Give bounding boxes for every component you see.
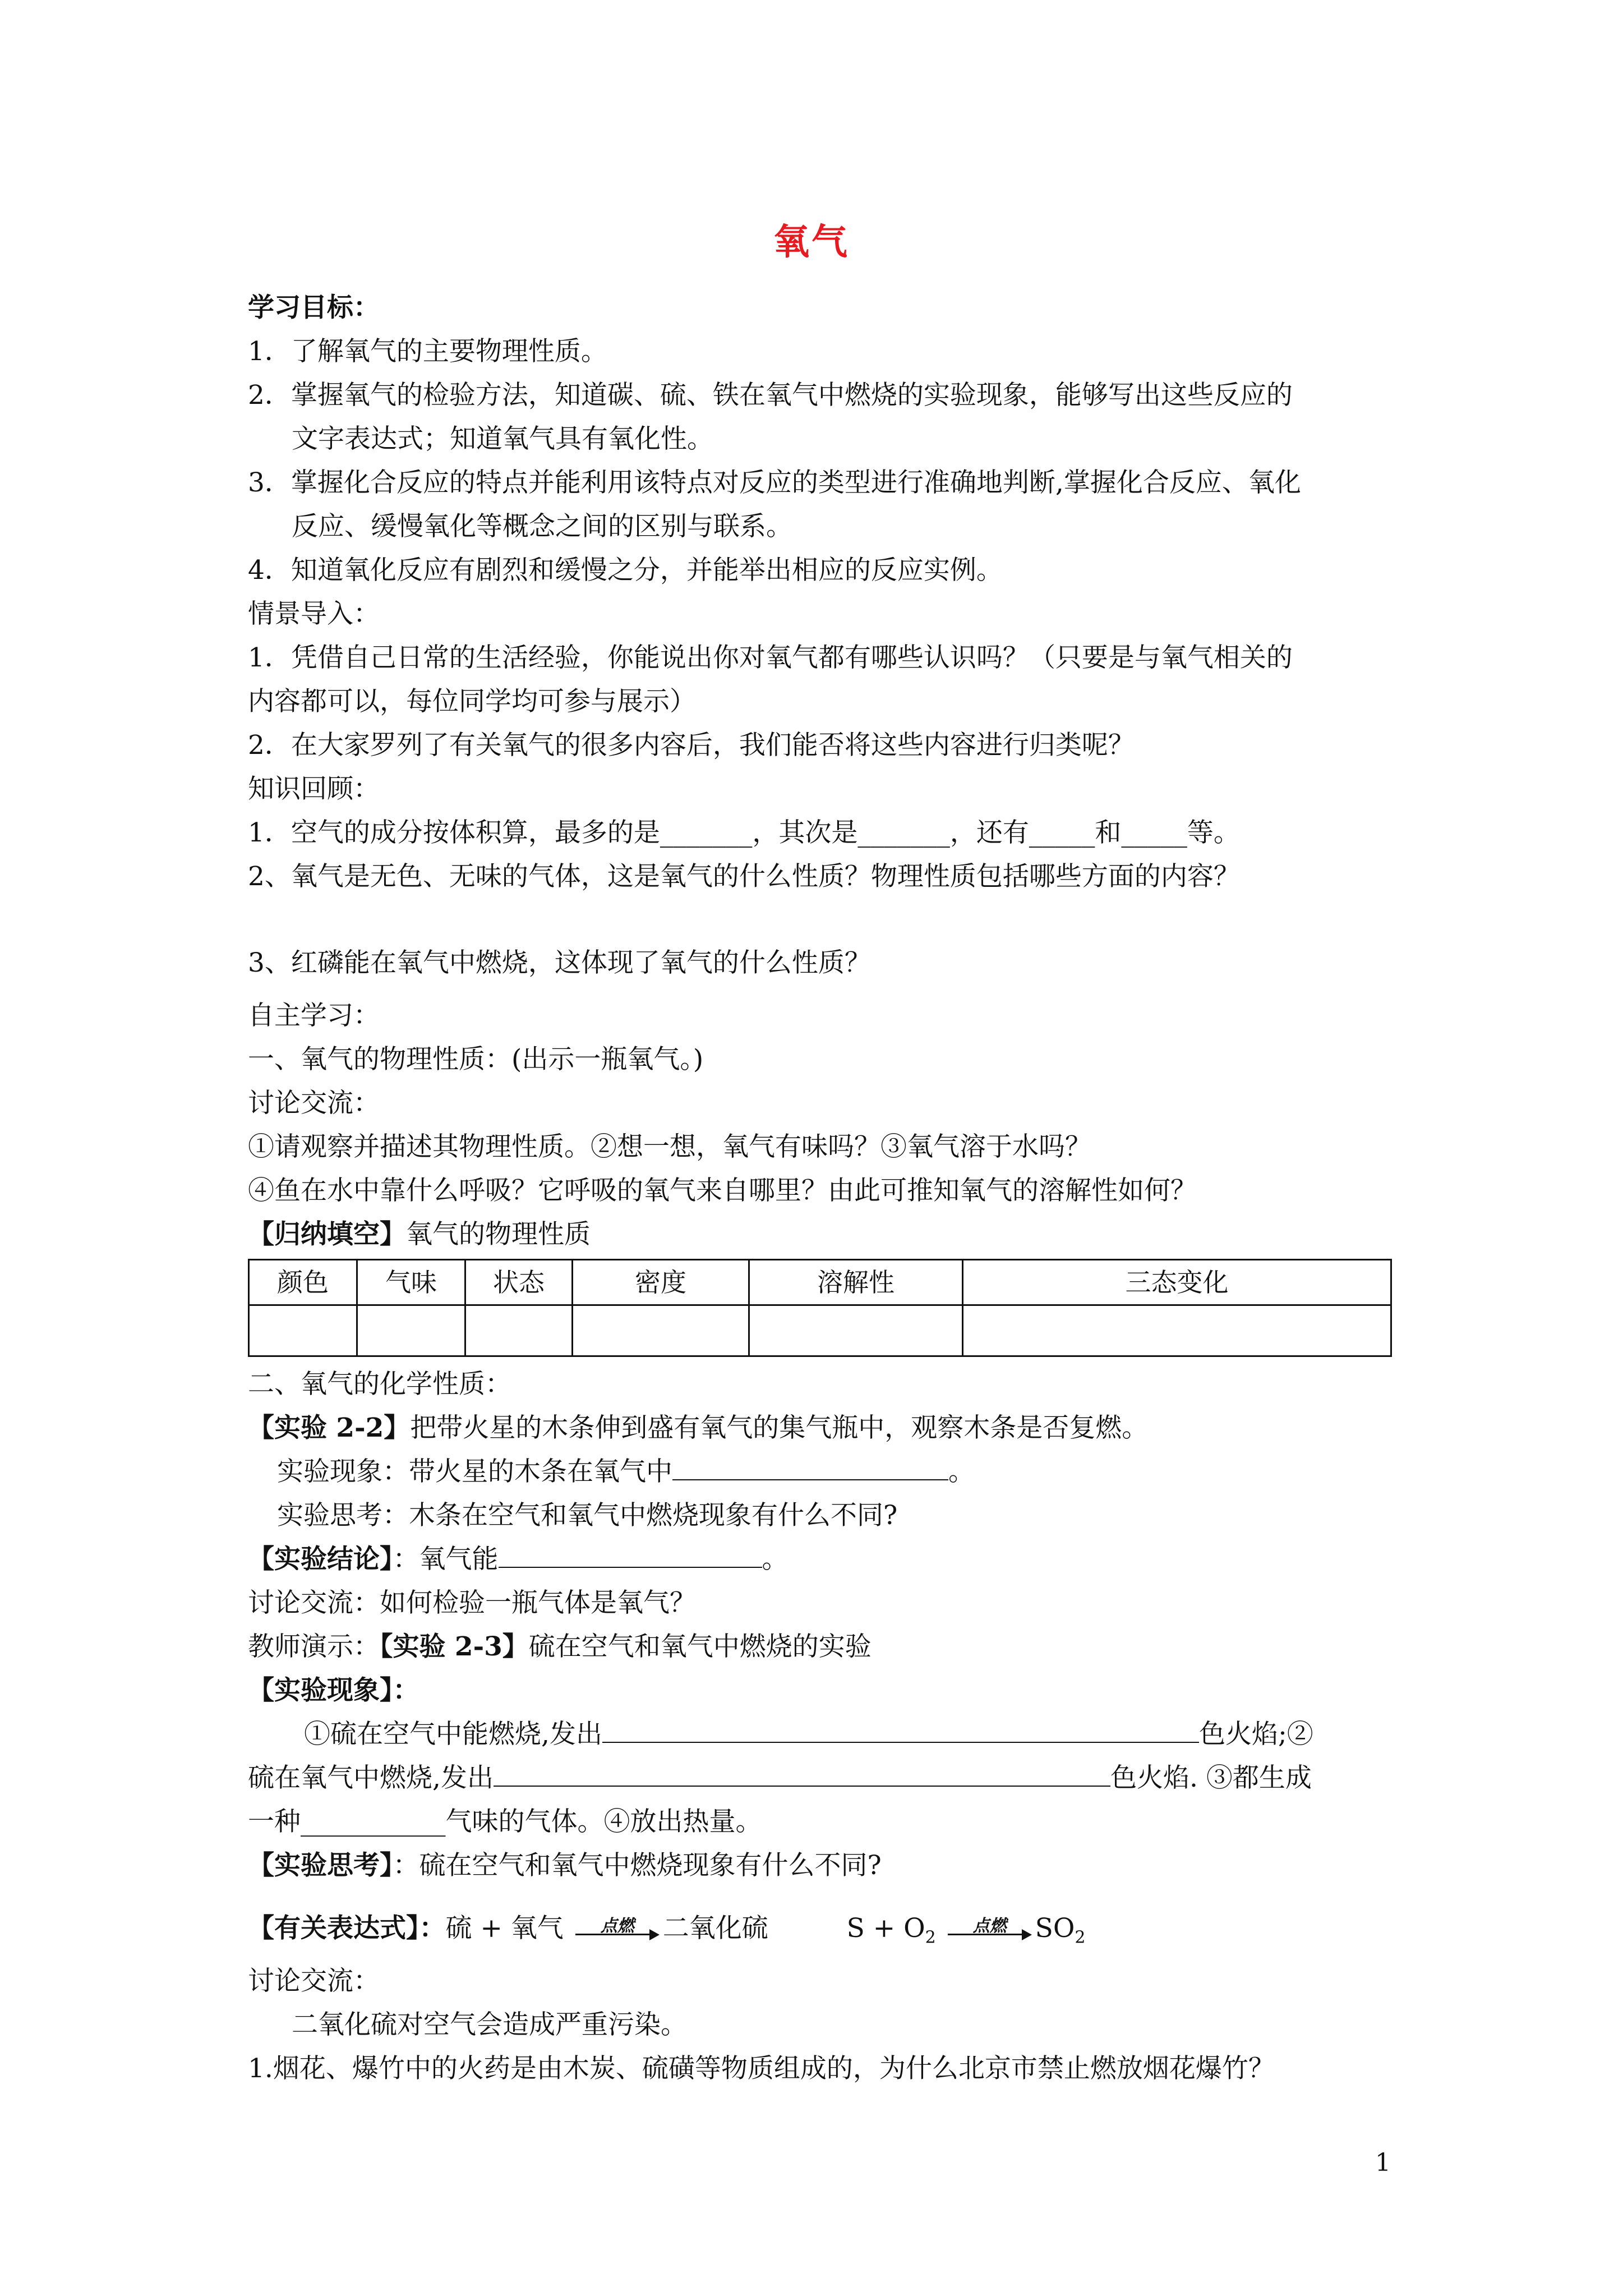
- goal-item-1: 1．了解氧气的主要物理性质。: [248, 336, 607, 367]
- thinking-2-label: 【实验思考】: [248, 1850, 393, 1881]
- symbol-left-sub: 2: [925, 1927, 936, 1948]
- review-question-1: 1．空气的成分按体积算，最多的是_______，其次是_______，还有_____和_____等。: [248, 817, 1240, 848]
- demo-text: 硫在空气和氧气中燃烧的实验: [528, 1631, 872, 1662]
- review-question-2: 2、氧气是无色、无味的气体，这是氧气的什么性质？物理性质包括哪些方面的内容？: [248, 861, 1240, 892]
- table-header-cell: 气味: [357, 1260, 465, 1305]
- reaction-arrow-icon: [575, 1916, 660, 1941]
- thinking-2-text: ：硫在空气和氧气中燃烧现象有什么不同?: [393, 1850, 882, 1881]
- gas-smell-text: 气味的气体。④放出热量。: [445, 1806, 762, 1837]
- experiment-2-2-text: 把带火星的木条伸到盛有氧气的集气瓶中，观察木条是否复燃。: [410, 1412, 1149, 1443]
- conclusion-end: 。: [762, 1544, 789, 1575]
- symbol-left-text: S + O: [846, 1913, 925, 1944]
- demo-label: 【实验 2-3】: [380, 1631, 529, 1662]
- experiment-phenomenon-line: [248, 1450, 1392, 1494]
- word-equation-left: 硫 + 氧气: [445, 1913, 564, 1944]
- sulfur-oxygen-text: 硫在氧气中燃烧,发出: [248, 1763, 494, 1793]
- fireworks-question: 1.烟花、爆竹中的火药是由木炭、硫磺等物质组成的，为什么北京市禁止燃放烟花爆竹？: [248, 2053, 1275, 2085]
- section-chemical-properties: 二、氧气的化学性质：: [248, 1369, 511, 1400]
- phenomenon-colon: ：: [393, 1675, 419, 1706]
- sulfur-air-end: 色火焰;②: [1198, 1719, 1313, 1750]
- summary-label: 【归纳填空】: [248, 1219, 406, 1250]
- table-cell[interactable]: [465, 1305, 573, 1356]
- reaction-arrow-icon: [948, 1916, 1032, 1941]
- experiment-conclusion-line: [248, 1538, 1392, 1581]
- summary-line: [248, 1213, 1392, 1257]
- intro-question-2: 2．在大家罗列了有关氧气的很多内容后，我们能否将这些内容进行归类呢？: [248, 730, 1135, 761]
- self-study-heading: 自主学习：: [248, 1000, 380, 1031]
- table-cell[interactable]: [573, 1305, 749, 1356]
- table-header-cell: 溶解性: [749, 1260, 963, 1305]
- review-heading: 知识回顾：: [248, 774, 380, 804]
- discussion-item-1: ①请观察并描述其物理性质。②想一想，氧气有味吗？③氧气溶于水吗？: [248, 1131, 1091, 1162]
- phenomenon-heading: [248, 1669, 1392, 1713]
- sulfur-air-line: [248, 1713, 1392, 1756]
- goal-item-4: 4．知道氧化反应有剧烈和缓慢之分，并能举出相应的反应实例。: [248, 555, 1003, 586]
- symbol-equation-left: [846, 1913, 936, 1948]
- arrow-condition: 点燃: [600, 1916, 634, 1936]
- expression-colon: ：: [419, 1913, 446, 1944]
- intro-question-1: 1．凭借自己日常的生活经验，你能说出你对氧气都有哪些认识吗？（只要是与氧气相关的: [248, 642, 1293, 673]
- conclusion-label: 【实验结论】: [248, 1544, 393, 1575]
- gas-smell-blank[interactable]: ___________: [301, 1806, 446, 1837]
- goal-item-3-cont: 反应、缓慢氧化等概念之间的区别与联系。: [292, 511, 792, 542]
- experiment-2-2-label: 【实验 2-2】: [248, 1412, 411, 1443]
- goals-heading: 学习目标：: [248, 292, 380, 323]
- summary-text: 氧气的物理性质: [406, 1219, 591, 1250]
- goal-item-2-cont: 文字表达式；知道氧气具有氧化性。: [292, 424, 713, 454]
- sulfur-air-text: ①硫在空气中能燃烧,发出: [304, 1719, 602, 1750]
- table-cell[interactable]: [963, 1305, 1391, 1356]
- table-header-cell: 密度: [573, 1260, 749, 1305]
- discussion-heading-3: 讨论交流：: [248, 1966, 380, 1997]
- sulfur-oxygen-blank[interactable]: [494, 1763, 1110, 1787]
- goal-item-3: 3．掌握化合反应的特点并能利用该特点对反应的类型进行准确地判断,掌握化合反应、氧化: [248, 467, 1301, 498]
- demo-prefix: 教师演示：: [248, 1631, 380, 1662]
- experiment-thinking-2: [248, 1844, 1392, 1888]
- symbol-equation-right: [1035, 1913, 1086, 1948]
- phenomenon-blank[interactable]: [672, 1457, 948, 1480]
- teacher-demo-line: [248, 1625, 1392, 1669]
- gas-smell-line: [248, 1800, 1392, 1844]
- table-header-cell: 状态: [465, 1260, 573, 1305]
- table-cell[interactable]: [749, 1305, 963, 1356]
- table-header-cell: 颜色: [249, 1260, 357, 1305]
- intro-heading: 情景导入：: [248, 599, 380, 629]
- arrow-condition: 点燃: [972, 1916, 1007, 1936]
- intro-question-1-cont: 内容都可以，每位同学均可参与展示）: [248, 686, 696, 717]
- conclusion-text: ：氧气能: [393, 1544, 499, 1575]
- phenomenon-label: 【实验现象】: [248, 1675, 393, 1706]
- symbol-right-sub: 2: [1075, 1927, 1086, 1948]
- experiment-thinking-line: 实验思考：木条在空气和氧气中燃烧现象有什么不同?: [277, 1500, 898, 1531]
- review-question-3: 3、红磷能在氧气中燃烧，这体现了氧气的什么性质？: [248, 947, 871, 978]
- symbol-right-text: SO: [1035, 1913, 1075, 1944]
- word-equation-right: 二氧化硫: [662, 1913, 768, 1944]
- conclusion-blank[interactable]: [499, 1544, 762, 1568]
- expression-label: 【有关表达式】: [248, 1913, 419, 1944]
- gas-smell-prefix: 一种: [248, 1806, 301, 1837]
- experiment-2-2: [248, 1406, 1392, 1450]
- page-title: 氧气: [773, 221, 850, 263]
- goal-item-2: 2．掌握氧气的检验方法，知道碳、硫、铁在氧气中燃烧的实验现象，能够写出这些反应的: [248, 380, 1293, 411]
- sulfur-oxygen-end: 色火焰. ③都生成: [1110, 1763, 1312, 1793]
- document-body: [248, 286, 1392, 2091]
- phenomenon-end: 。: [948, 1456, 975, 1487]
- discussion-heading: 讨论交流：: [248, 1088, 380, 1119]
- table-row: [249, 1305, 1391, 1356]
- sulfur-oxygen-line: [248, 1756, 1392, 1800]
- phenomenon-text: 实验现象：带火星的木条在氧气中: [277, 1456, 672, 1487]
- sulfur-air-blank[interactable]: [602, 1719, 1199, 1743]
- page-number: 1: [1375, 2148, 1391, 2177]
- discussion-check-oxygen: 讨论交流：如何检验一瓶气体是氧气？: [248, 1588, 696, 1618]
- pollution-statement: 二氧化硫对空气会造成严重污染。: [292, 2009, 687, 2041]
- reaction-expression-line: [248, 1907, 1392, 1959]
- discussion-item-2: ④鱼在水中靠什么呼吸？它呼吸的氧气来自哪里？由此可推知氧气的溶解性如何？: [248, 1175, 1197, 1206]
- physical-properties-table: [248, 1259, 1392, 1357]
- section-physical-properties: 一、氧气的物理性质：(出示一瓶氧气。): [248, 1044, 704, 1075]
- table-header-cell: 三态变化: [963, 1260, 1391, 1305]
- table-cell[interactable]: [249, 1305, 357, 1356]
- table-cell[interactable]: [357, 1305, 465, 1356]
- table-header-row: [249, 1260, 1391, 1305]
